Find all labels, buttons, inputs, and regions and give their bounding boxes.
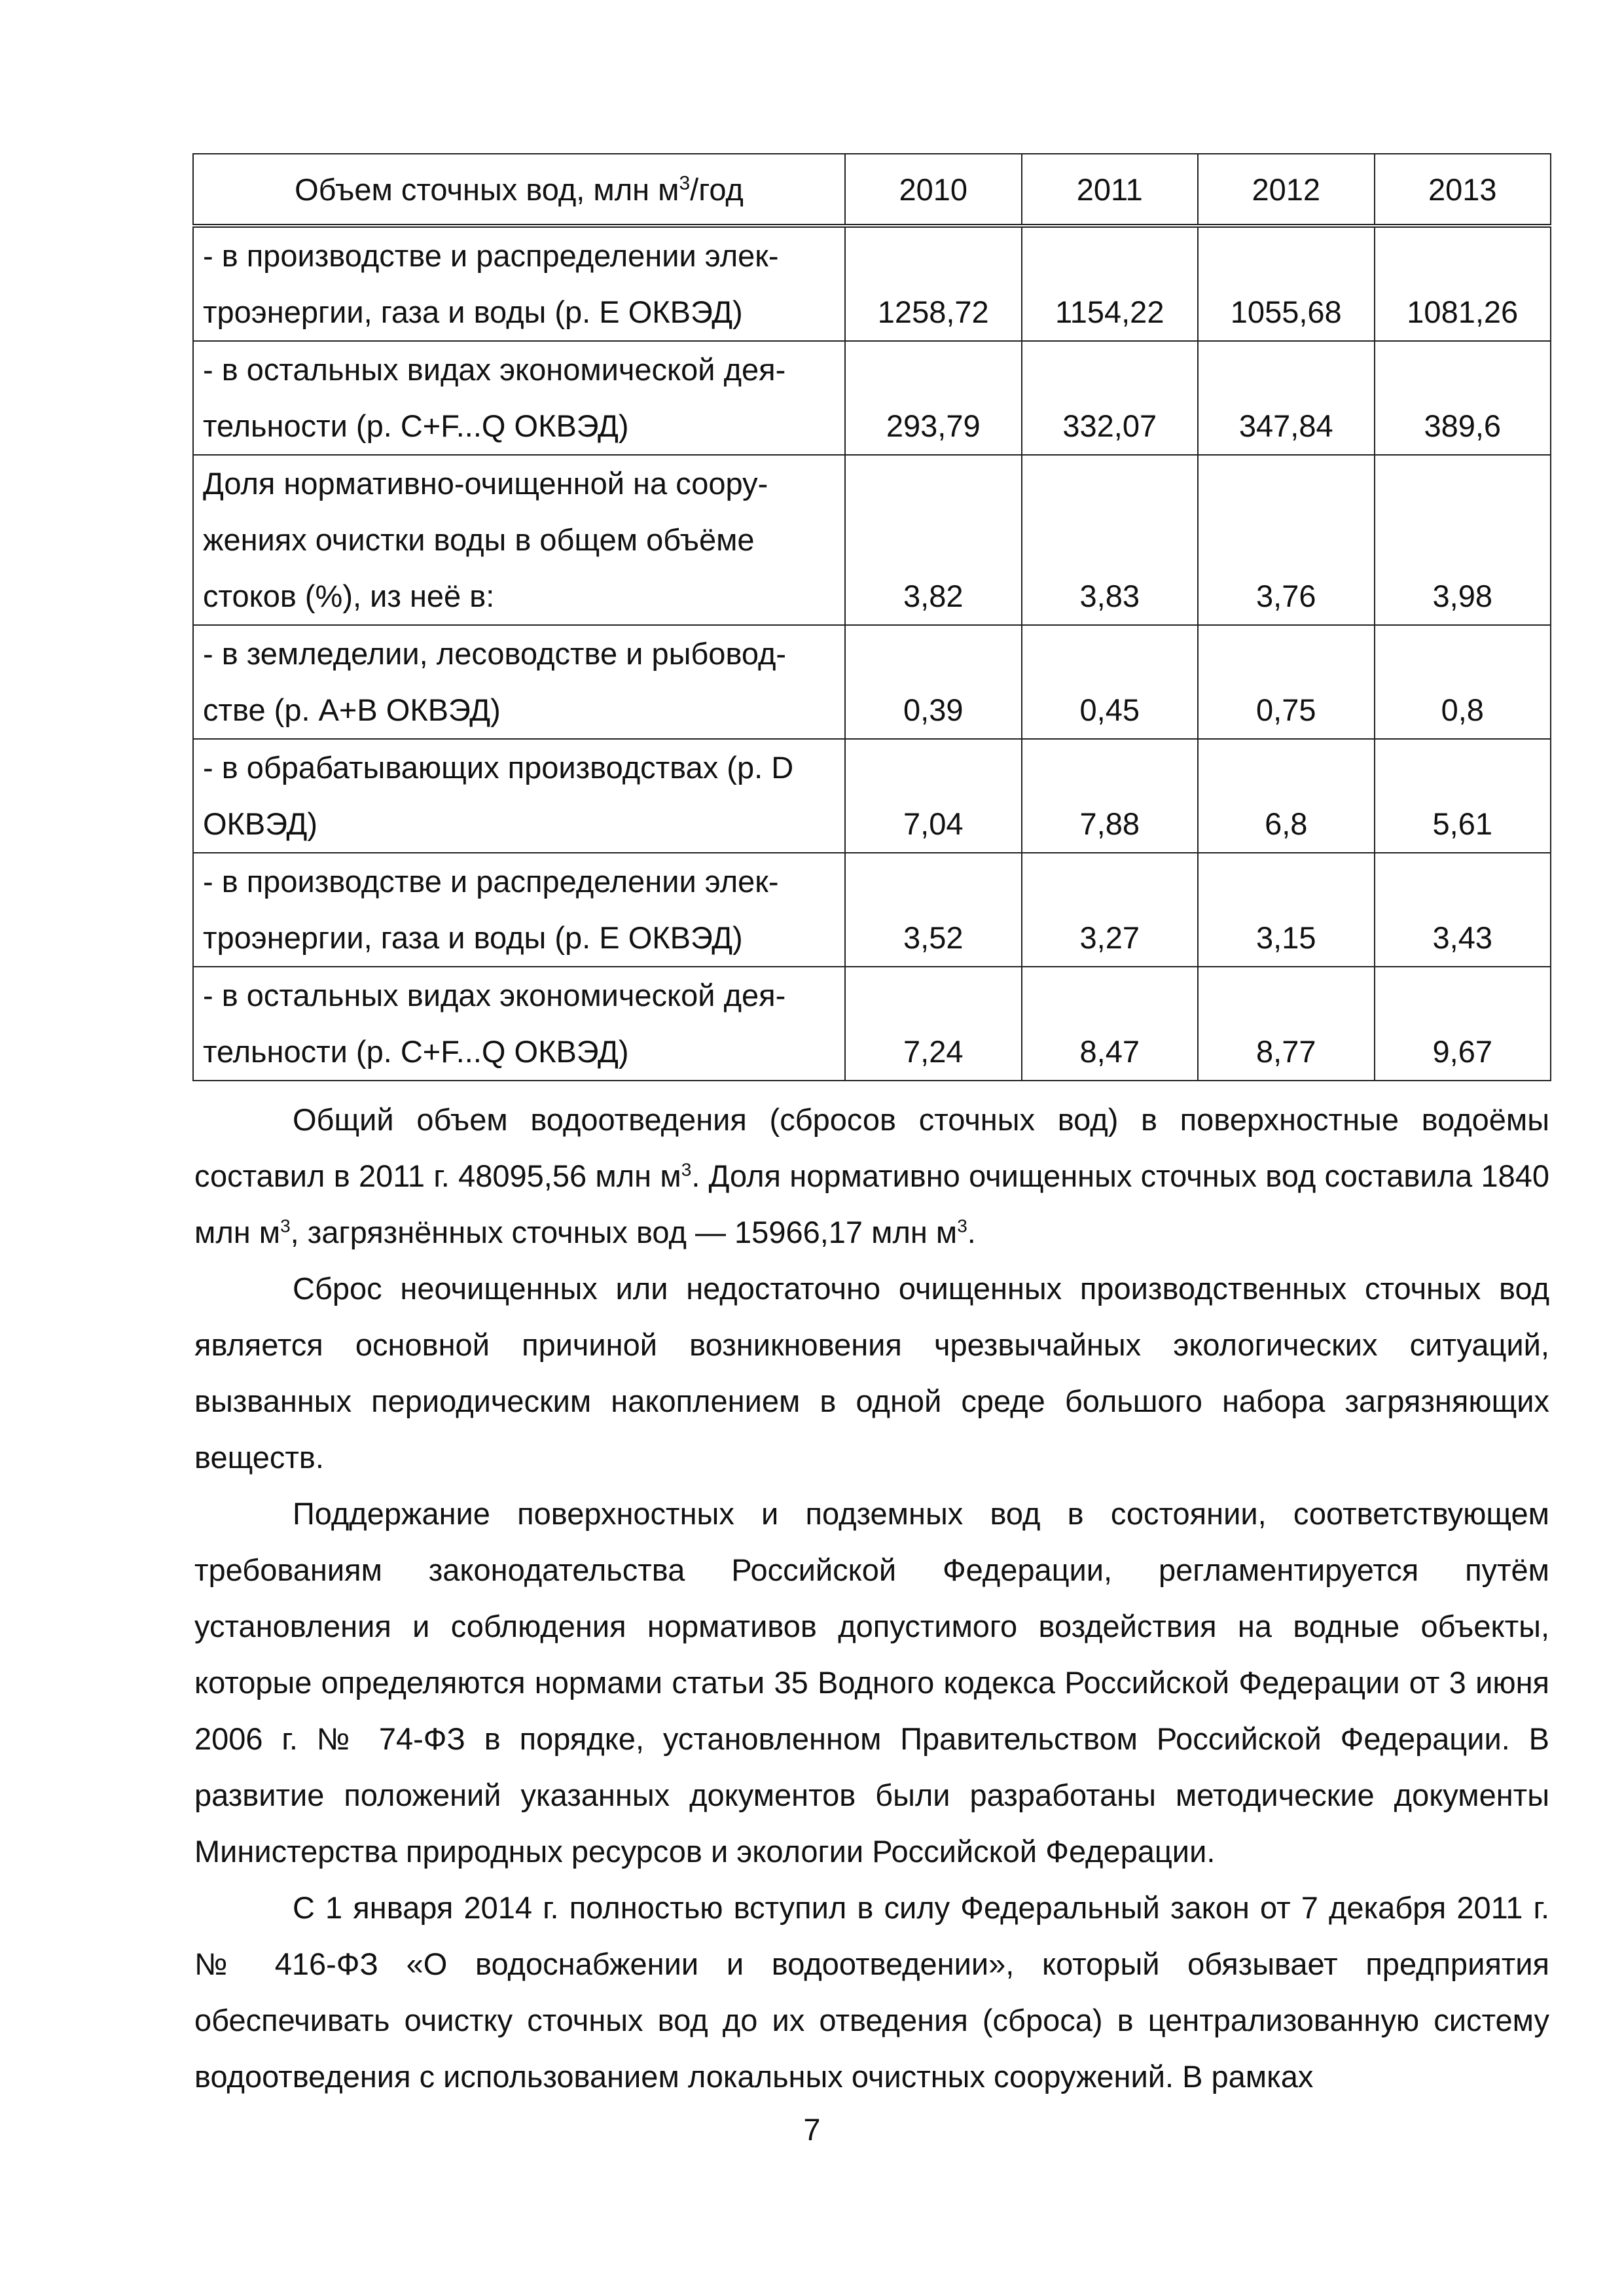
table-row xyxy=(193,739,1551,853)
table-row xyxy=(193,853,1551,967)
table-header-row xyxy=(193,154,1551,226)
row-label-line: Доля нормативно-очищенной на соору- xyxy=(203,466,768,501)
paragraph-water-legislation: Поддержание поверхностных и подземных вод в состоянии, соответствующем требованиям законодательства Российской Федерации, регламентируется путём установления и соблюдения нормативов допустимого воздействия на водные объекты, которые определяются нормами статьи 35 Водного кодекса Российской Федерации от 3 июня 2006 г. № 74-ФЗ в порядке, установленном Правительством Российской Федерации. В развитие положений указанных документов были разработаны методические документы Министерства природных ресурсов и экологии Российской Федерации. xyxy=(194,1496,1549,1869)
table-cell: 3,82 xyxy=(845,455,1022,625)
header-year: 2012 xyxy=(1198,154,1375,226)
table-cell: 0,75 xyxy=(1198,625,1375,739)
table-row xyxy=(193,226,1551,341)
superscript: 3 xyxy=(280,1215,291,1236)
header-year: 2011 xyxy=(1022,154,1199,226)
row-label-line: - в остальных видах экономической дея- xyxy=(203,978,786,1013)
table-row xyxy=(193,341,1551,455)
body-text xyxy=(194,1092,1549,2105)
row-label-line: тельности (р. С+F...Q ОКВЭД) xyxy=(203,408,629,443)
paragraph-text: , загрязнённых сточных вод — 15966,17 млн м xyxy=(290,1215,958,1249)
table-cell: 3,76 xyxy=(1198,455,1375,625)
row-label-line: стоков (%), из неё в: xyxy=(203,579,495,613)
table-cell: 0,45 xyxy=(1022,625,1199,739)
table-cell: 6,8 xyxy=(1198,739,1375,853)
table-cell: 1055,68 xyxy=(1198,226,1375,341)
row-label xyxy=(193,967,845,1081)
table-row xyxy=(193,455,1551,625)
wastewater-table xyxy=(192,153,1551,1081)
row-label-line: ОКВЭД) xyxy=(203,806,317,841)
row-label-line: - в производстве и распределении элек- xyxy=(203,238,779,273)
table-row xyxy=(193,625,1551,739)
page-number: 7 xyxy=(803,2112,821,2147)
table-cell: 8,47 xyxy=(1022,967,1199,1081)
header-label-unit: /год xyxy=(690,171,744,207)
table-row xyxy=(193,967,1551,1081)
table-cell: 7,24 xyxy=(845,967,1022,1081)
row-label xyxy=(193,739,845,853)
table-cell: 1081,26 xyxy=(1375,226,1551,341)
row-label xyxy=(193,226,845,341)
table-cell: 8,77 xyxy=(1198,967,1375,1081)
table-cell: 0,39 xyxy=(845,625,1022,739)
table-cell: 3,98 xyxy=(1375,455,1551,625)
table-cell: 3,43 xyxy=(1375,853,1551,967)
table-cell: 332,07 xyxy=(1022,341,1199,455)
header-year: 2010 xyxy=(845,154,1022,226)
table-cell: 293,79 xyxy=(845,341,1022,455)
row-label-line: - в земледелии, лесоводстве и рыбовод- xyxy=(203,636,787,671)
table-cell: 3,52 xyxy=(845,853,1022,967)
superscript: 3 xyxy=(957,1215,967,1236)
header-year: 2013 xyxy=(1375,154,1551,226)
row-label-line: - в производстве и распределении элек- xyxy=(203,864,779,899)
row-label xyxy=(193,455,845,625)
table-cell: 7,04 xyxy=(845,739,1022,853)
row-label xyxy=(193,853,845,967)
row-label xyxy=(193,341,845,455)
paragraph-text: . xyxy=(967,1215,976,1249)
paragraph-text: . Доля нормативно очищенных сточных вод составила 1840 млн м xyxy=(194,1158,1549,1249)
table-cell: 9,67 xyxy=(1375,967,1551,1081)
paragraph-discharge-volume xyxy=(194,1092,1549,1261)
table-cell: 1154,22 xyxy=(1022,226,1199,341)
header-label xyxy=(193,154,845,226)
paragraph-federal-law: С 1 января 2014 г. полностью вступил в силу Федеральный закон от 7 декабря 2011 г. № 416-ФЗ «О водоснабжении и водоотведении», который обязывает предприятия обеспечивать очистку сточных вод до их отведения (сброса) в централизованную систему водоотведения с использованием локальных очистных сооружений. В рамках xyxy=(194,1890,1549,2094)
table-cell: 0,8 xyxy=(1375,625,1551,739)
row-label-line: жениях очистки воды в общем объёме xyxy=(203,522,755,557)
paragraph-text: Общий объем водоотведения (сбросов сточных вод) в поверхностные водоёмы составил в 2011 г. 48095,56 млн м xyxy=(194,1102,1549,1193)
table-cell: 347,84 xyxy=(1198,341,1375,455)
table-cell: 1258,72 xyxy=(845,226,1022,341)
table-cell: 7,88 xyxy=(1022,739,1199,853)
table-cell: 3,15 xyxy=(1198,853,1375,967)
row-label-line: - в остальных видах экономической дея- xyxy=(203,352,786,387)
header-label-superscript: 3 xyxy=(679,171,691,194)
table-cell: 389,6 xyxy=(1375,341,1551,455)
row-label-line: троэнергии, газа и воды (р. Е ОКВЭД) xyxy=(203,920,743,955)
row-label-line: троэнергии, газа и воды (р. Е ОКВЭД) xyxy=(203,295,743,329)
table-cell: 3,83 xyxy=(1022,455,1199,625)
superscript: 3 xyxy=(681,1159,692,1180)
row-label-line: стве (р. А+В ОКВЭД) xyxy=(203,692,501,727)
row-label xyxy=(193,625,845,739)
table-cell: 3,27 xyxy=(1022,853,1199,967)
paragraph-untreated-discharge: Сброс неочищенных или недостаточно очищенных производственных сточных вод является основной причиной возникновения чрезвычайных экологических ситуаций, вызванных периодическим накоплением в одной среде большого набора загрязняющих веществ. xyxy=(194,1271,1549,1475)
row-label-line: - в обрабатывающих производствах (р. D xyxy=(203,750,794,785)
row-label-line: тельности (р. С+F...Q ОКВЭД) xyxy=(203,1034,629,1069)
table-cell: 5,61 xyxy=(1375,739,1551,853)
header-label-text: Объем сточных вод, млн м xyxy=(295,171,679,207)
